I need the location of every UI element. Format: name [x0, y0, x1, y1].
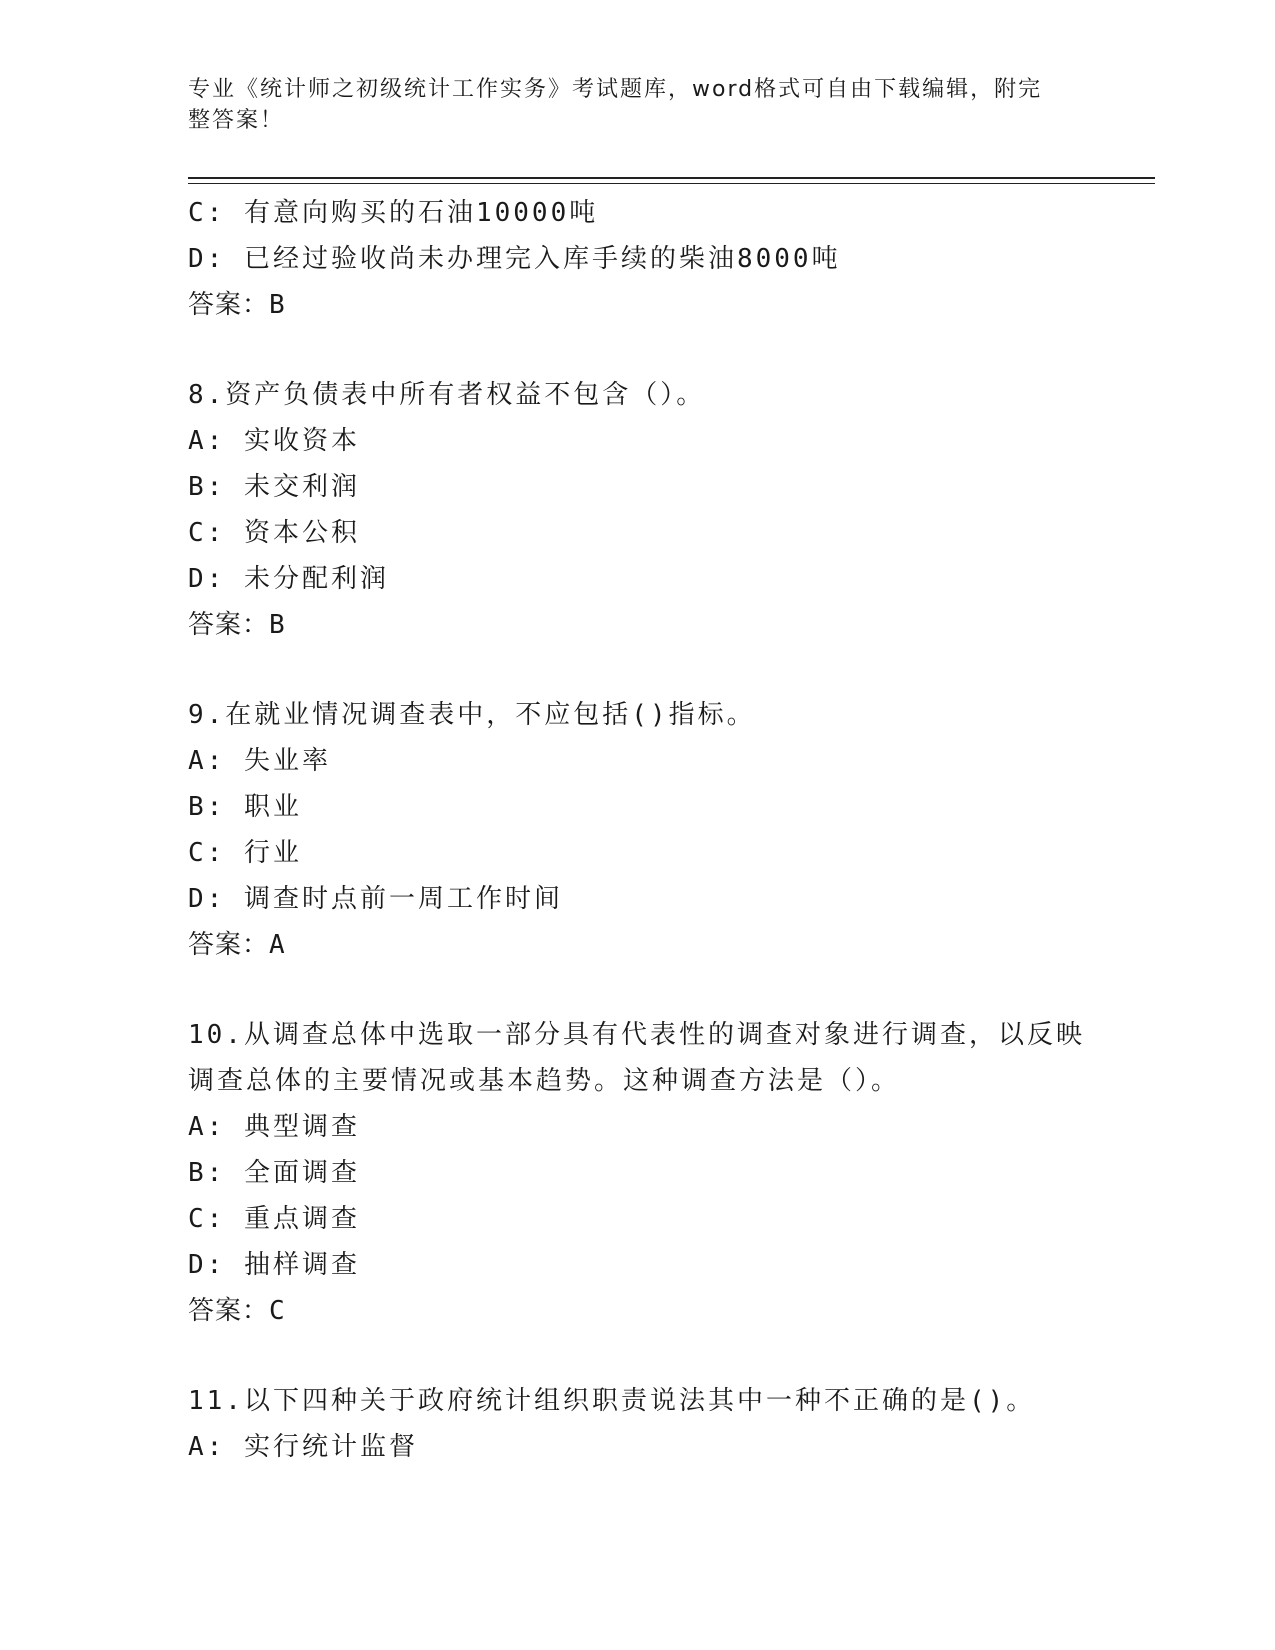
option-c: C: 资本公积 [188, 518, 360, 548]
answer: 答案：A [188, 930, 286, 960]
question-7-continued [188, 190, 1088, 328]
spacer [188, 1334, 1088, 1378]
question-stem: 8.资产负债表中所有者权益不包含（）。 [188, 380, 706, 410]
option-d: D: 未分配利润 [188, 564, 389, 594]
spacer [188, 328, 1088, 372]
header-divider-thin [188, 183, 1155, 184]
option-d: D: 调查时点前一周工作时间 [188, 884, 563, 914]
question-9 [188, 692, 1088, 968]
question-10 [188, 1012, 1088, 1334]
header-divider-thick [188, 177, 1155, 179]
spacer [188, 968, 1088, 1012]
answer: 答案：B [188, 610, 286, 640]
question-8 [188, 372, 1088, 648]
document-header [188, 74, 1068, 136]
header-line-1: 专业《统计师之初级统计工作实务》考试题库，word格式可自由下载编辑，附完 [188, 77, 1043, 102]
option-d: D: 抽样调查 [188, 1250, 360, 1280]
option-d: D: 已经过验收尚未办理完入库手续的柴油8000吨 [188, 244, 841, 274]
question-stem-line-2: 调查总体的主要情况或基本趋势。这种调查方法是（）。 [188, 1066, 901, 1096]
question-11 [188, 1378, 1088, 1470]
spacer [188, 648, 1088, 692]
option-a: A: 失业率 [188, 746, 331, 776]
question-stem-line-1: 10.从调查总体中选取一部分具有代表性的调查对象进行调查，以反映 [188, 1020, 1085, 1050]
option-c: C: 行业 [188, 838, 302, 868]
option-b: B: 全面调查 [188, 1158, 360, 1188]
header-line-2: 整答案！ [188, 108, 285, 133]
option-c: C: 重点调查 [188, 1204, 360, 1234]
option-c: C: 有意向购买的石油10000吨 [188, 198, 599, 228]
answer: 答案：B [188, 290, 286, 320]
answer: 答案：C [188, 1296, 286, 1326]
option-a: A: 典型调查 [188, 1112, 360, 1142]
option-a: A: 实行统计监督 [188, 1432, 418, 1462]
question-list [188, 190, 1088, 1470]
option-a: A: 实收资本 [188, 426, 360, 456]
question-stem: 11.以下四种关于政府统计组织职责说法其中一种不正确的是()。 [188, 1386, 1036, 1416]
option-b: B: 职业 [188, 792, 302, 822]
question-stem: 9.在就业情况调查表中，不应包括()指标。 [188, 700, 756, 730]
option-b: B: 未交利润 [188, 472, 360, 502]
